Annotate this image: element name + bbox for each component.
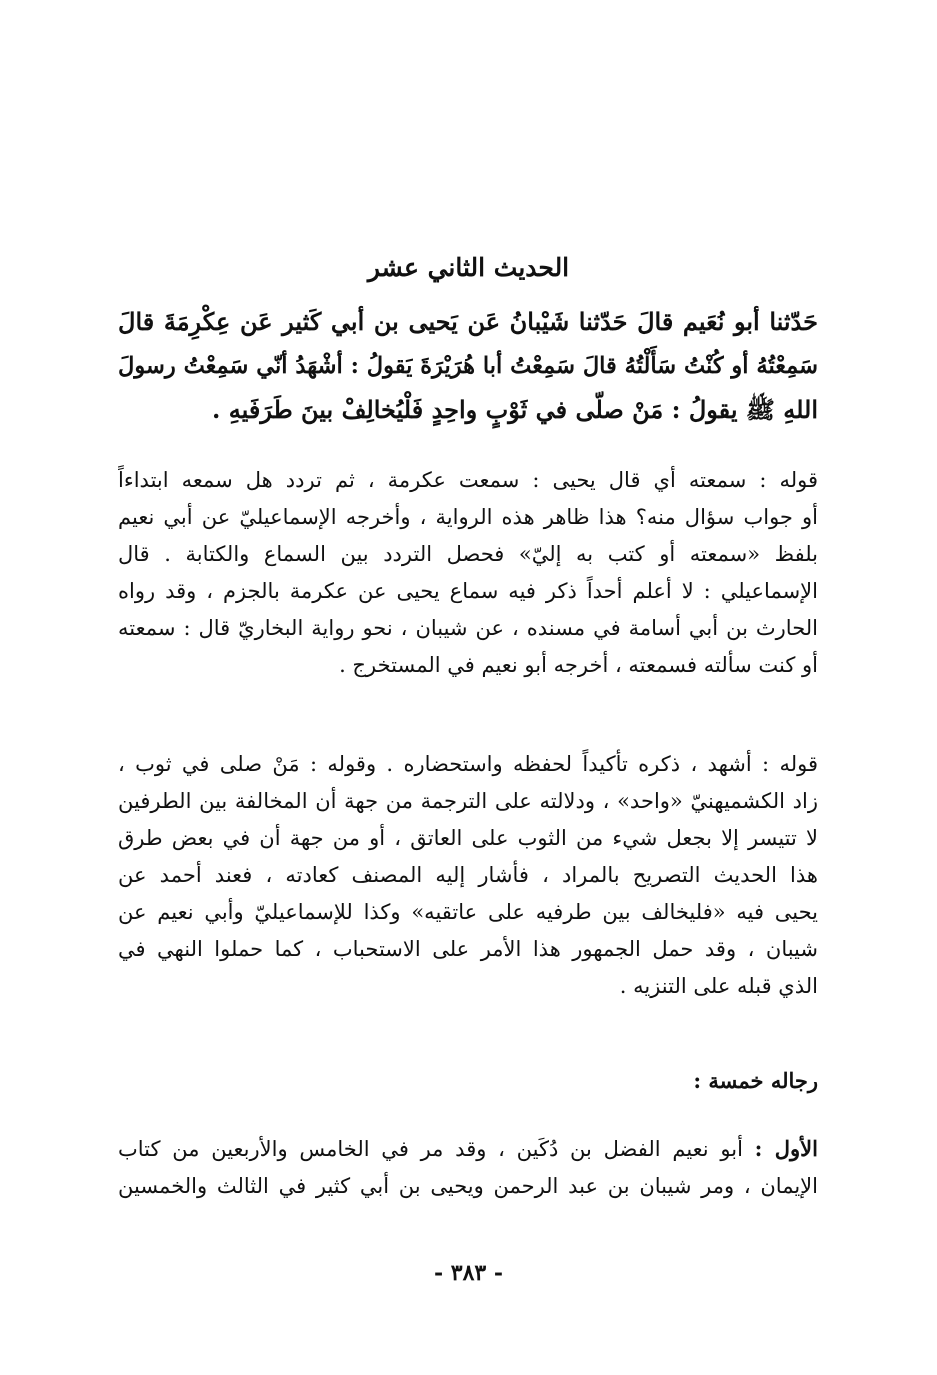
commentary-paragraph-2 (118, 746, 818, 1005)
paragraph-line: شيبان ، وقد حمل الجمهور هذا الأمر على الاستحباب ، كما حملوا النهي في (118, 937, 818, 961)
narrators-heading-block (118, 1062, 818, 1099)
first-narrator-text: أبو نعيم الفضل بن دُكَين ، وقد مر في الخامس والأربعين من كتاب (118, 1137, 755, 1161)
paragraph-line: الحارث بن أبي أسامة في مسنده ، عن شيبان ، نحو رواية البخاريّ قال : سمعته (118, 616, 818, 640)
hadith-line: سَمِعْتُهُ أو كُنْتُ سَأَلْتُهُ قالَ سَمِعْتُ أبا هُرَيْرَةَ يَقولُ : أشْهَدُ أنّي سَمِعْتُ رسولَ (118, 353, 818, 379)
paragraph-line: قوله : سمعته أي قال يحيى : سمعت عكرمة ، ثم تردد هل سمعه ابتداءاً (118, 468, 818, 492)
first-narrator-paragraph (118, 1130, 818, 1205)
paragraph-line: بلفظ «سمعته أو كتب به إليّ» فحصل التردد بين السماع والكتابة . قال (118, 542, 818, 566)
narrators-heading: رجاله خمسة : (693, 1068, 818, 1093)
commentary-paragraph-1 (118, 462, 818, 684)
first-narrator-lead: الأول : (754, 1136, 818, 1161)
paragraph-line: الإيمان ، ومر شيبان بن عبد الرحمن ويحيى بن أبي كثير في الثالث والخمسين (118, 1174, 818, 1198)
paragraph-line: أو كنت سألته فسمعته ، أخرجه أبو نعيم في المستخرج . (339, 653, 818, 677)
paragraph-line: زاد الكشميهنيّ «واحد» ، ودلالته على الترجمة من جهة أن المخالفة بين الطرفين (118, 789, 818, 813)
paragraph-line: يحيى فيه «فليخالف بين طرفيه على عاتقيه» وكذا للإسماعيليّ وأبي نعيم عن (118, 900, 818, 924)
paragraph-line: أو جواب سؤال منه؟ هذا ظاهر هذه الرواية ، وأخرجه الإسماعيليّ عن أبي نعيم (118, 505, 818, 529)
page-number: - ٣٨٣ - (433, 1260, 504, 1286)
paragraph-line: الذي قبله على التنزيه . (619, 974, 818, 998)
paragraph-line: لا تتيسر إلا بجعل شيء من الثوب على العاتق ، أو من جهة أن في بعض طرق (118, 826, 818, 850)
hadith-text (118, 300, 818, 432)
paragraph-line: قوله : أشهد ، ذكره تأكيداً لحفظه واستحضاره . وقوله : مَنْ صلى في ثوب ، (118, 752, 818, 776)
paragraph-line: الإسماعيلي : لا أعلم أحداً ذكر فيه سماع يحيى عن عكرمة بالجزم ، وقد رواه (118, 579, 818, 603)
paragraph-line (118, 1130, 818, 1168)
hadith-line: حَدّثنا أبو نُعَيم قالَ حَدّثنا شَيْبانُ عَن يَحيى بن أبي كَثير عَن عِكْرِمَةَ قالَ (118, 307, 818, 336)
paragraph-line: هذا الحديث التصريح بالمراد ، فأشار إليه المصنف كعادته ، فعند أحمد عن (118, 863, 818, 887)
hadith-title: الحديث الثاني عشر (367, 253, 570, 282)
hadith-line: اللهِ ﷺ يقولُ : مَنْ صلّى في ثَوْبٍ واحِدٍ فَلْيُخالِفْ بينَ طَرَفَيهِ . (212, 395, 818, 424)
